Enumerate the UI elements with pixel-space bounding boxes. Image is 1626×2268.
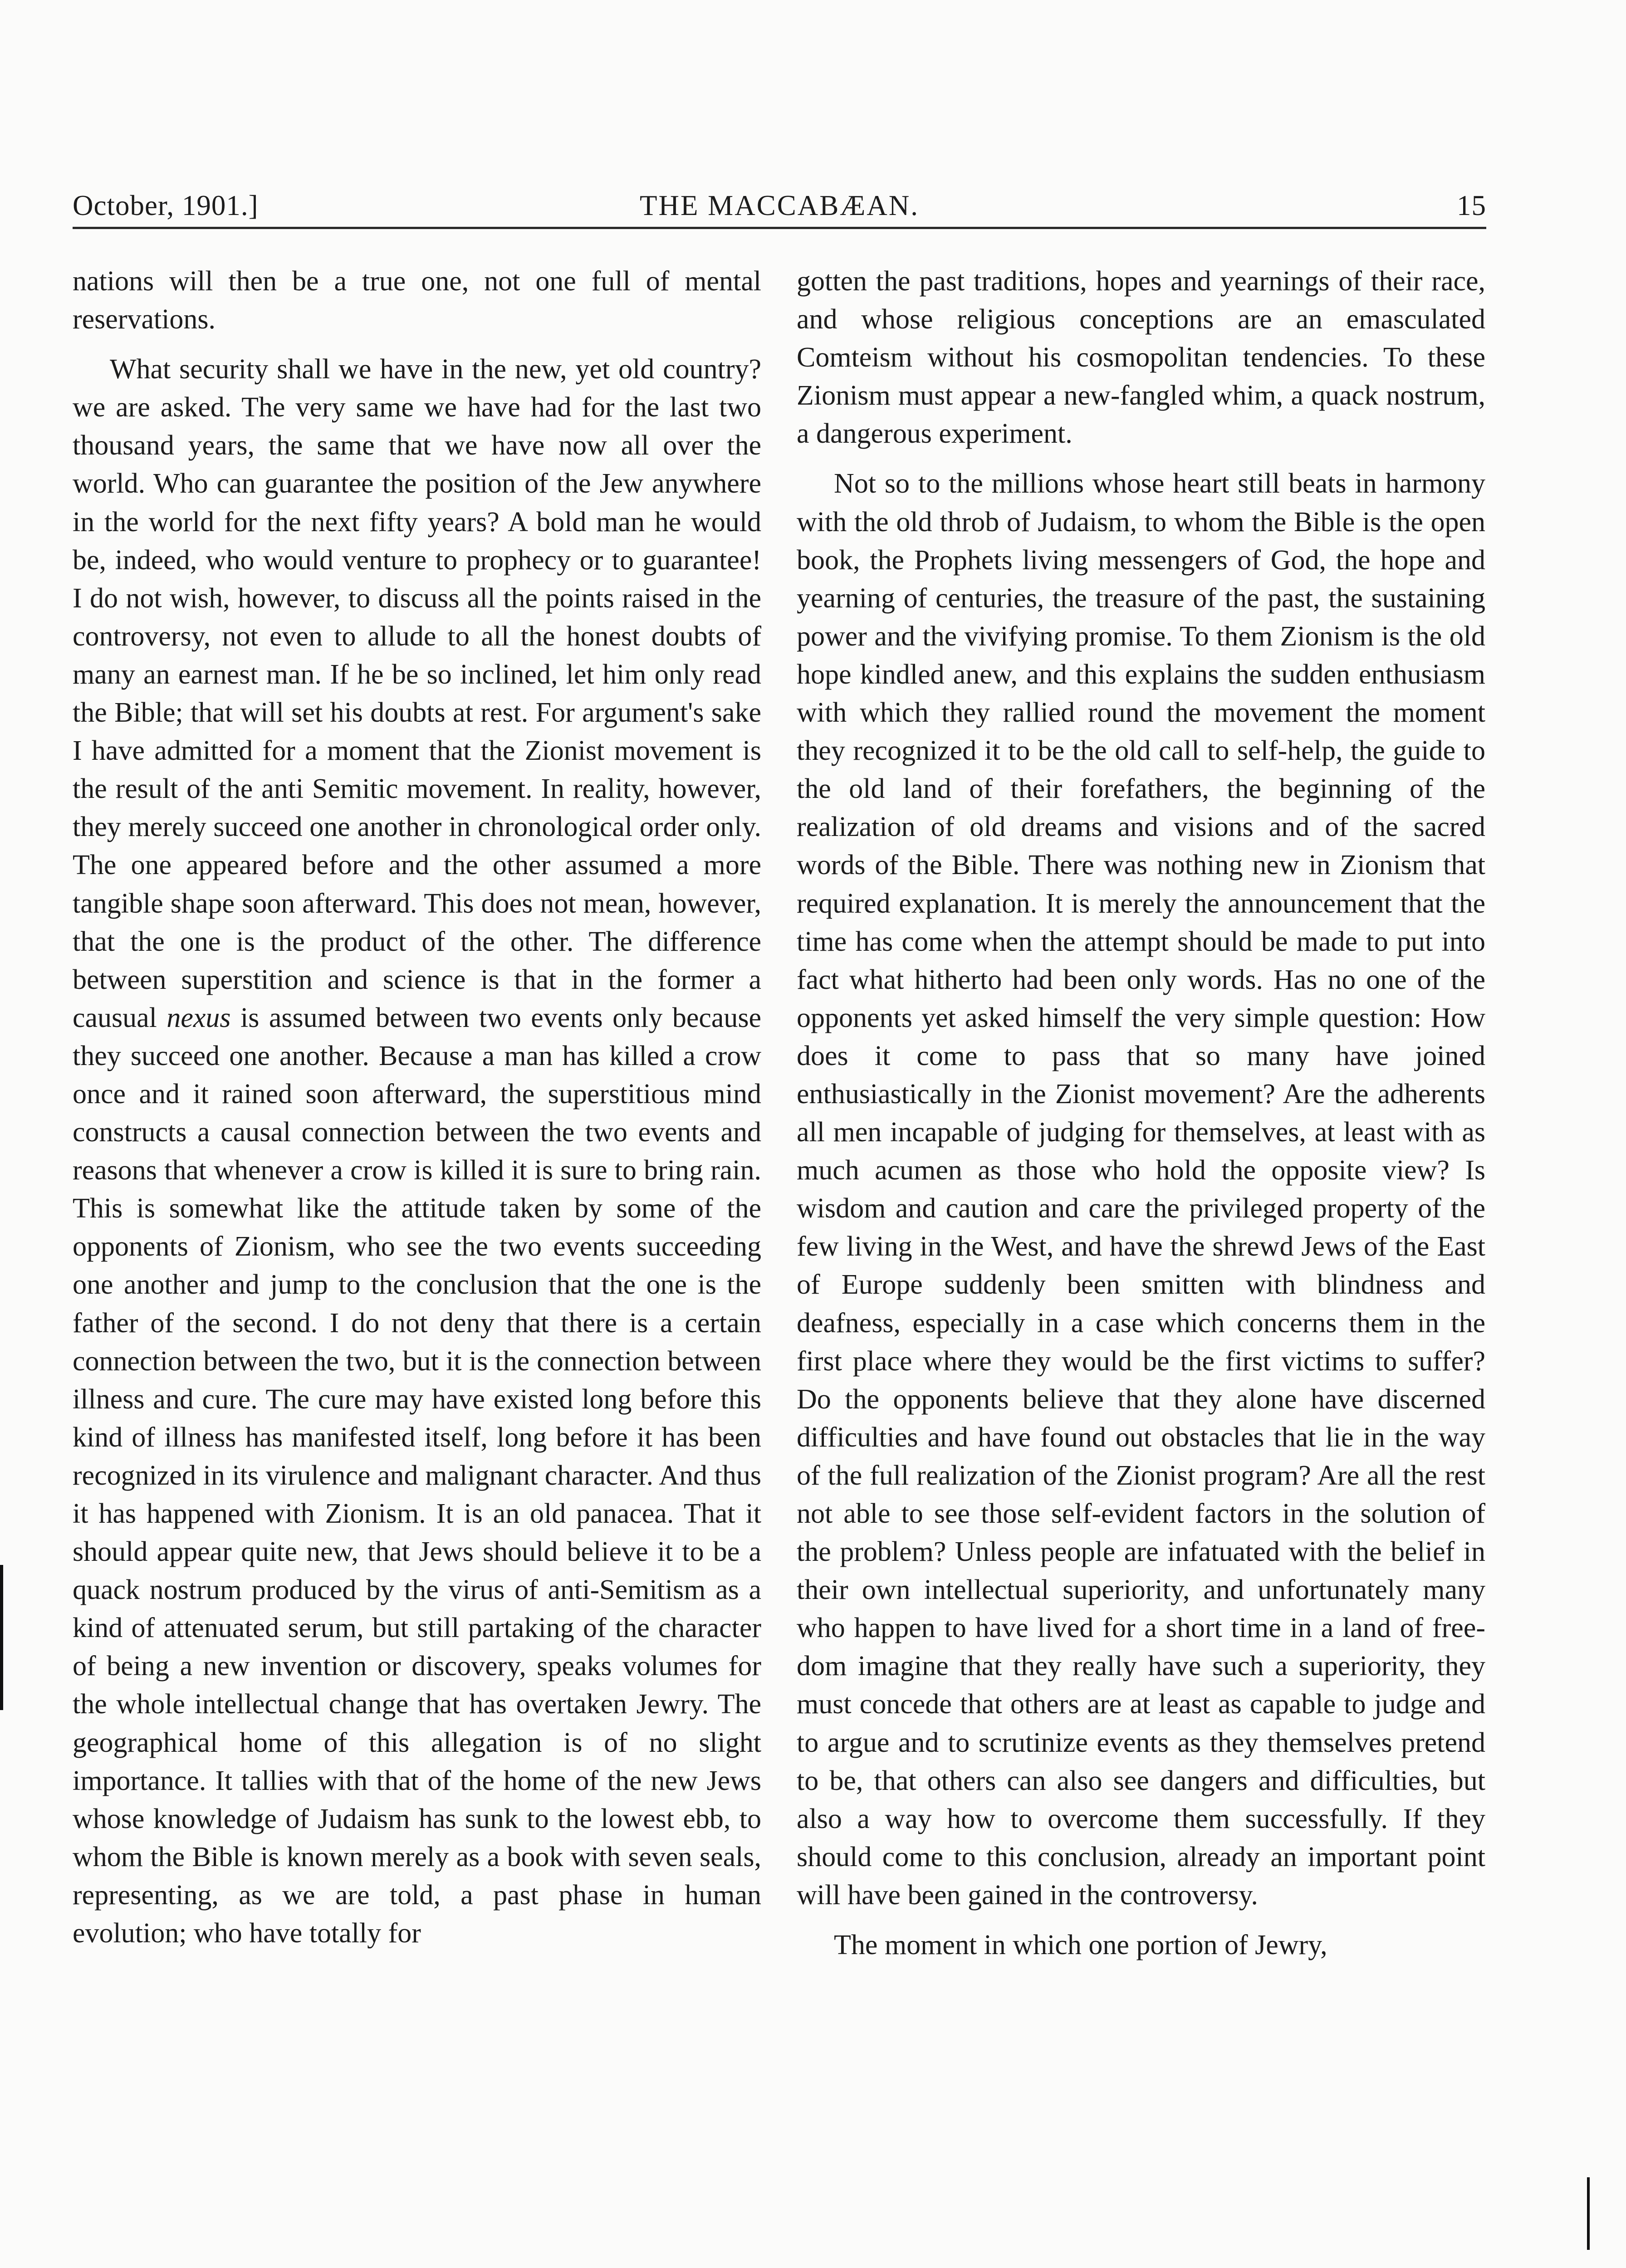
right-column — [797, 262, 1485, 1964]
left-column — [73, 262, 761, 1952]
journal-title: THE MACCABÆAN. — [639, 190, 920, 221]
header-rule — [73, 227, 1486, 229]
paragraph-text: is assumed between two events only because they succeed one another. Because a man has killed a crow once and it rained soon afterward, the superstitious mind constructs a causal connection between the two events and reasons that whenever a crow is killed it is sure to bring rain. This is somewhat like the attitude taken by some of the opponents of Zionism, who see the two events succeeding one another and jump to the conclusion that the one is the father of the second. I do not deny that there is a certain connection between the two, but it is the connection between illness and cure. The cure may have existed long before this kind of illness has manifested itself, long before it has been recognized in its virulence and malignant character. And thus it has happened with Zionism. It is an old panacea. That it should appear quite new, that Jews should believe it to be a quack nostrum produced by the virus of anti-Semitism as a kind of attenuated serum, but still partaking of the character of being a new invention or discovery, speaks volumes for the whole intellectual change that has overtaken Jewry. The geographical home of this allegation is of no slight importance. It tallies with that of the home of the new Jews whose knowledge of Judaism has sunk to the lowest ebb, to whom the Bible is known merely as a book with seven seals, representing, as we are told, a past phase in human evolution; who have totally for — [73, 1002, 762, 1949]
italic-term: nexus — [167, 1002, 231, 1033]
issue-date: October, 1901.] — [73, 190, 259, 221]
paragraph-text: What security shall we have in the new, yet old country? we are asked. The very same we have had for the last two thousand years, the same that we have now all over the world. Who can guarantee the position of the Jew anywhere in the world for the next fifty years? A bold man he would be, indeed, who would venture to prophecy or to guarantee! I do not wish, however, to discuss all the points raised in the controversy, not even to allude to all the honest doubts of many an earnest man. If he be so inclined, let him only read the Bible; that will set his doubts at rest. For argument's sake I have admitted for a moment that the Zionist movement is the result of the anti Semitic movement. In reality, however, they merely succeed one another in chronological order only. The one appeared before and the other assumed a more tangible shape soon afterward. This does not mean, however, that the one is the product of the other. The difference between superstition and science is that in the former a causual — [73, 354, 761, 1033]
paragraph: nations will then be a true one, not one full of mental reservations. — [73, 266, 761, 335]
scan-edge-mark — [1587, 2177, 1590, 2250]
paragraph: gotten the past traditions, hopes and yearnings of their race, and whose religious conceptions are an emasculated Comteism without his cosmopolitan tendencies. To these Zionism must appear a new-fangled whim, a quack nostrum, a dangerous experiment. — [797, 266, 1485, 450]
scan-edge-mark — [0, 1565, 3, 1710]
running-header — [73, 190, 1486, 221]
paragraph: Not so to the millions whose heart still beats in harmony with the old throb of Judaism, to whom the Bible is the open book, the Prophets living messengers of God, the hope and yearning of centuries, the treasure of the past, the sustaining power and the vivifying promise. To them Zionism is the old hope kindled anew, and this explains the sudden enthusiasm with which they rallied round the movement the moment they recognized it to be the old call to self-help, the guide to the old land of their forefathers, the beginning of the realization of old dreams and visions and of the sacred words of the Bible. There was nothing new in Zionism that required explanation. It is merely the announcement that the time has come when the attempt should be made to put into fact what hitherto had been only words. Has no one of the opponents yet asked himself the very simple question: How does it come to pass that so many have joined enthusiastically in the Zionist movement? Are the adherents all men incapable of judging for themselves, at least with as much acumen as those who hold the opposite view? Is wisdom and caution and care the privileged property of the few living in the West, and have the shrewd Jews of the East of Europe suddenly been smitten with blindness and deafness, especially in a case which concerns them in the first place where they would be the first victims to suffer? Do the opponents believe that they alone have discerned difficulties and have found out obstacles that lie in the way of the full realization of the Zionist program? Are all the rest not able to see those self-evident factors in the solution of the problem? Unless people are infatuated with the belief in their own intellectual superiority, and unfortunately many who happen to have lived for a short time in a land of freedom imagine that they really have such a superiority, they must concede that others are at least as capable to judge and to argue and to scrutinize events as they themselves pretend to be, that others can also see dangers and difficulties, but also a way how to overcome them successfully. If they should come to this conclusion, already an important point will have been gained in the controversy. — [797, 468, 1485, 1911]
paragraph — [73, 350, 761, 1952]
paragraph: The moment in which one portion of Jewry, — [834, 1930, 1327, 1961]
page-number: 15 — [1457, 190, 1486, 221]
